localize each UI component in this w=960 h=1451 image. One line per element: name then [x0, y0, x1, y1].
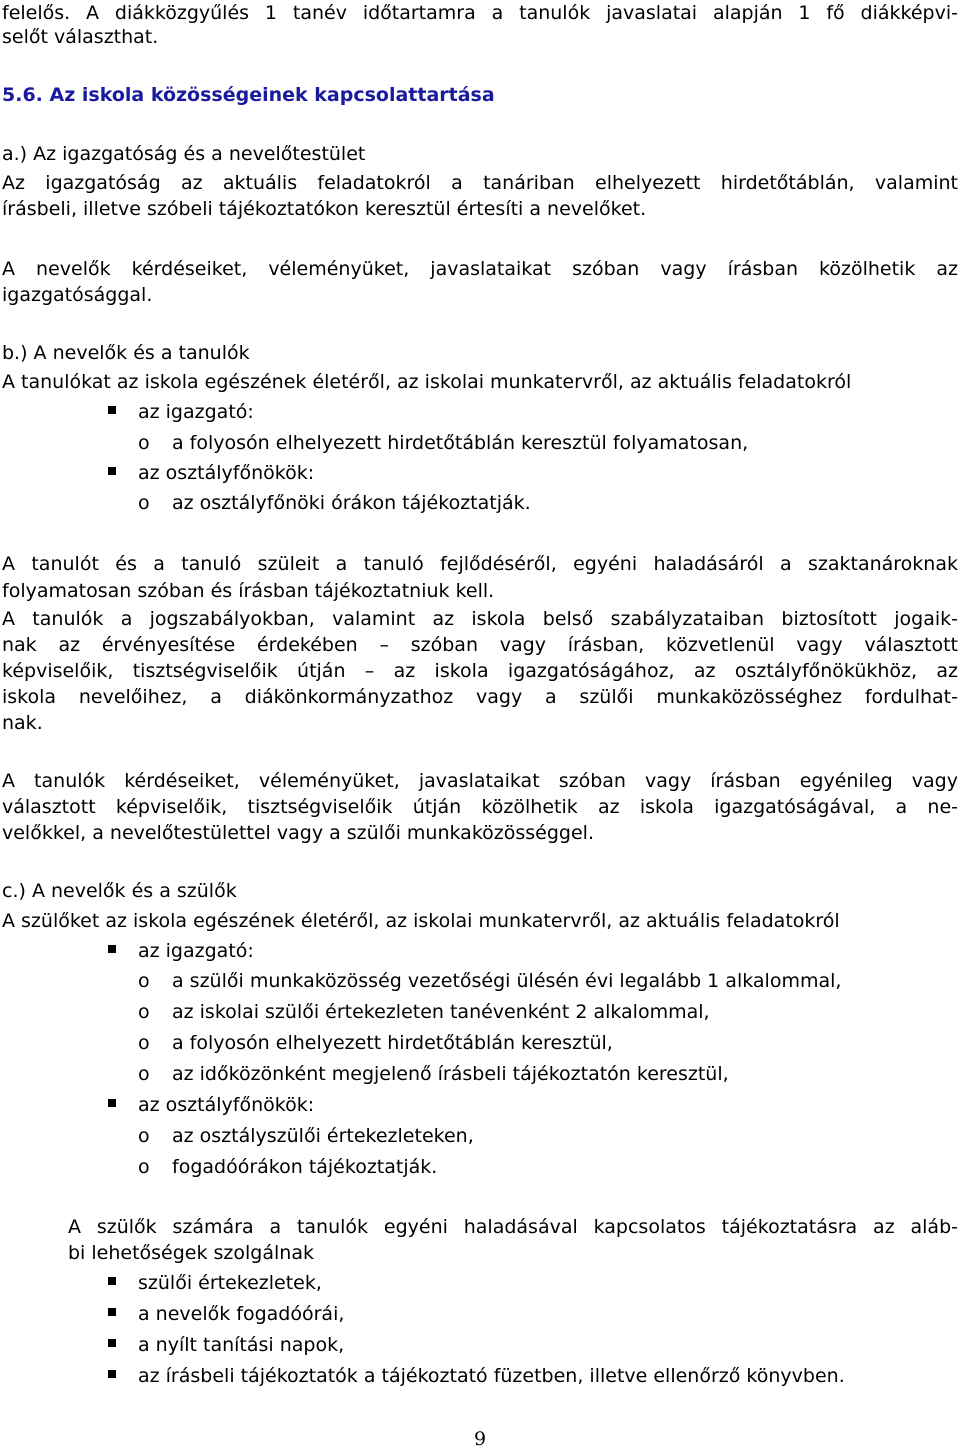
paragraph-line: folyamatosan szóban és írásban tájékoztatniuk kell.	[2, 580, 495, 602]
bullet-square-icon	[108, 467, 116, 475]
bullet-square-icon	[108, 945, 116, 953]
list-item: a folyosón elhelyezett hirdetőtáblán keresztül,	[172, 1032, 613, 1054]
subsection-title: a.) Az igazgatóság és a nevelőtestület	[2, 143, 366, 165]
sub-bullet-marker: o	[138, 492, 150, 514]
paragraph-line: bi lehetőségek szolgálnak	[68, 1242, 314, 1264]
list-item: az igazgató:	[138, 940, 254, 962]
bullet-square-icon	[108, 1308, 116, 1316]
paragraph-line: írásbeli, illetve szóbeli tájékoztatókon keresztül értesíti a nevelőket.	[2, 198, 647, 220]
list-item: az osztályfőnöki órákon tájékoztatják.	[172, 492, 531, 514]
list-item: a folyosón elhelyezett hirdetőtáblán keresztül folyamatosan,	[172, 432, 749, 454]
paragraph-line: választott képviselőik, tisztségviselőik útján közölhetik az iskola igazgatóságával, a ne-	[2, 796, 958, 818]
paragraph-line: igazgatósággal.	[2, 284, 153, 306]
paragraph-line: A tanulók a jogszabályokban, valamint az iskola belső szabályzataiban biztosított jogaik-	[2, 608, 958, 630]
subsection-title: c.) A nevelők és a szülők	[2, 880, 237, 902]
paragraph-line: A tanulók kérdéseiket, véleményüket, javaslataikat szóban vagy írásban egyénileg vagy	[2, 770, 958, 792]
sub-bullet-marker: o	[138, 1156, 150, 1178]
sub-bullet-marker: o	[138, 1032, 150, 1054]
page-number: 9	[473, 1428, 487, 1450]
bullet-square-icon	[108, 1339, 116, 1347]
bullet-square-icon	[108, 1277, 116, 1285]
sub-bullet-marker: o	[138, 1125, 150, 1147]
sub-bullet-marker: o	[138, 432, 150, 454]
sub-bullet-marker: o	[138, 970, 150, 992]
section-heading: 5.6. Az iskola közösségeinek kapcsolattartása	[2, 84, 495, 106]
paragraph-line: A nevelők kérdéseiket, véleményüket, javaslataikat szóban vagy írásban közölhetik az	[2, 258, 958, 280]
subsection-title: b.) A nevelők és a tanulók	[2, 342, 250, 364]
list-item: az időközönként megjelenő írásbeli tájékoztatón keresztül,	[172, 1063, 729, 1085]
list-item: az osztályfőnökök:	[138, 462, 315, 484]
paragraph-line: Az igazgatóság az aktuális feladatokról a tanáriban elhelyezett hirdetőtáblán, valamint	[2, 172, 958, 194]
list-item: szülői értekezletek,	[138, 1272, 322, 1294]
bullet-square-icon	[108, 1099, 116, 1107]
paragraph-line: nak az érvényesítése érdekében – szóban vagy írásban, közvetlenül vagy választott	[2, 634, 958, 656]
paragraph-line: felelős. A diákközgyűlés 1 tanév időtartamra a tanulók javaslatai alapján 1 fő diákképvi-	[2, 2, 958, 24]
list-item: az osztályfőnökök:	[138, 1094, 315, 1116]
paragraph-line: A tanulót és a tanuló szüleit a tanuló fejlődéséről, egyéni haladásáról a szaktanároknak	[2, 553, 958, 575]
paragraph-line: A szülők számára a tanulók egyéni haladásával kapcsolatos tájékoztatásra az aláb-	[68, 1216, 958, 1238]
paragraph-line: nak.	[2, 712, 43, 734]
list-item: a nevelők fogadóórái,	[138, 1303, 345, 1325]
paragraph-line: velőkkel, a nevelőtestülettel vagy a szülői munkaközösséggel.	[2, 822, 594, 844]
paragraph-line: képviselőik, tisztségviselőik útján – az iskola igazgatóságához, az osztályfőnökükhöz, az	[2, 660, 958, 682]
bullet-square-icon	[108, 1370, 116, 1378]
paragraph-line: selőt választhat.	[2, 26, 159, 48]
list-item: az iskolai szülői értekezleten tanévenként 2 alkalommal,	[172, 1001, 710, 1023]
bullet-square-icon	[108, 406, 116, 414]
list-item: az osztályszülői értekezleteken,	[172, 1125, 474, 1147]
sub-bullet-marker: o	[138, 1001, 150, 1023]
list-item: az igazgató:	[138, 401, 254, 423]
list-item: fogadóórákon tájékoztatják.	[172, 1156, 438, 1178]
list-item: az írásbeli tájékoztatók a tájékoztató füzetben, illetve ellenőrző könyvben.	[138, 1365, 845, 1387]
paragraph-line: iskola nevelőihez, a diákönkormányzathoz vagy a szülői munkaközösséghez fordulhat-	[2, 686, 958, 708]
paragraph-line: A tanulókat az iskola egészének életéről, az iskolai munkatervről, az aktuális feladatokról	[2, 371, 852, 393]
list-item: a szülői munkaközösség vezetőségi ülésén évi legalább 1 alkalommal,	[172, 970, 842, 992]
paragraph-line: A szülőket az iskola egészének életéről, az iskolai munkatervről, az aktuális feladatokról	[2, 910, 840, 932]
list-item: a nyílt tanítási napok,	[138, 1334, 345, 1356]
sub-bullet-marker: o	[138, 1063, 150, 1085]
